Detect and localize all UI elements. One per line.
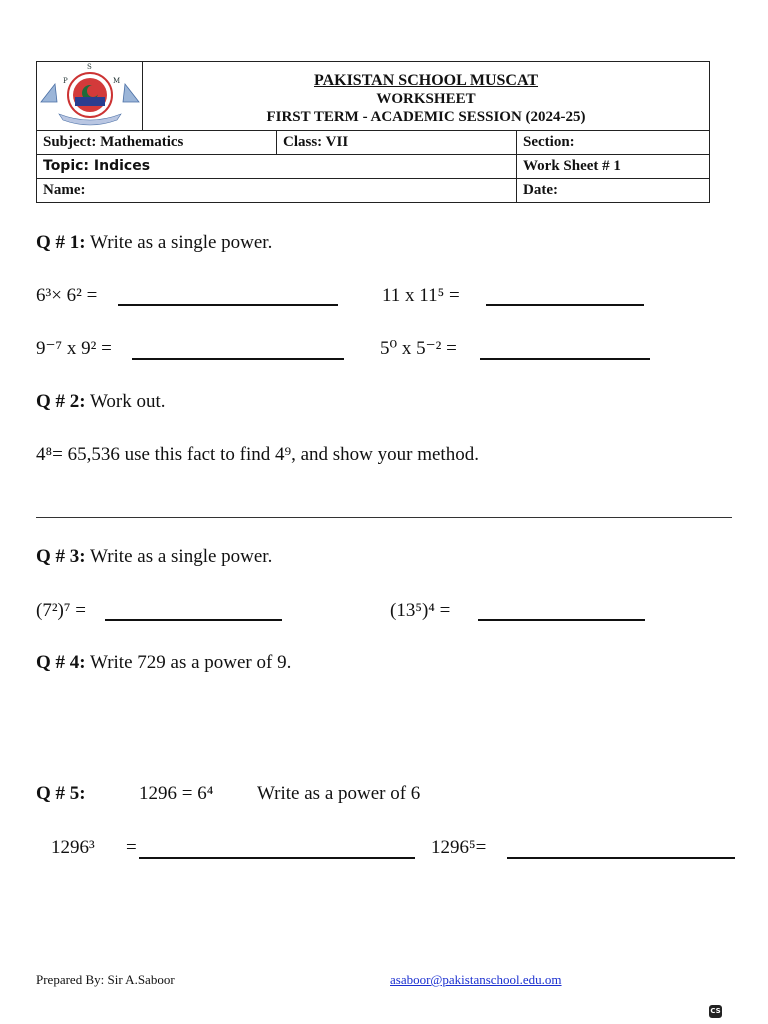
q1-item-1: 6³× 6² = xyxy=(36,285,98,306)
q3-item-2: (13⁵)⁴ = xyxy=(390,600,451,621)
col-divider-class xyxy=(276,130,277,154)
col-divider-section xyxy=(516,130,517,202)
question-1 xyxy=(36,231,272,255)
q1-answer-line-1[interactable] xyxy=(118,304,338,306)
class-cell: Class: VII xyxy=(283,134,349,150)
subject-cell: Subject: Mathematics xyxy=(43,134,184,150)
question-5-instruction: Write as a power of 6 xyxy=(257,783,421,804)
school-logo xyxy=(37,62,143,130)
scanner-badge-icon: CS xyxy=(709,1005,722,1018)
question-3 xyxy=(36,545,272,569)
question-1-label: Q # 1: xyxy=(36,232,86,253)
question-4 xyxy=(36,651,291,675)
topic-cell: Topic: Indices xyxy=(43,158,151,174)
email-link[interactable]: asaboor@pakistanschool.edu.om xyxy=(390,972,562,987)
question-2-text: Work out. xyxy=(85,391,166,412)
question-5-label: Q # 5: xyxy=(36,783,86,804)
q1-answer-line-3[interactable] xyxy=(132,358,344,360)
email-link-wrap xyxy=(390,972,562,988)
q1-item-2: 11 x 11⁵ = xyxy=(382,285,460,306)
q3-item-1: (7²)⁷ = xyxy=(36,600,86,621)
q1-answer-line-4[interactable] xyxy=(480,358,650,360)
question-2-fact: 4⁸= 65,536 use this fact to find 4⁹, and show your method. xyxy=(36,444,479,465)
question-2 xyxy=(36,390,166,414)
question-4-label: Q # 4: xyxy=(36,652,86,673)
header-table xyxy=(36,61,710,203)
session-title: FIRST TERM - ACADEMIC SESSION (2024-25) xyxy=(266,109,586,125)
q5-item-1-equals: = xyxy=(126,837,137,858)
row-divider-3 xyxy=(37,178,709,179)
q1-answer-line-2[interactable] xyxy=(486,304,644,306)
logo-letter-p: P xyxy=(63,77,68,85)
q1-item-3: 9⁻⁷ x 9² = xyxy=(36,338,112,359)
prepared-by: Prepared By: Sir A.Saboor xyxy=(36,972,175,987)
question-2-label: Q # 2: xyxy=(36,391,86,412)
date-cell: Date: xyxy=(523,182,558,198)
doc-type: WORKSHEET xyxy=(376,91,476,107)
worksheet-number-cell: Work Sheet # 1 xyxy=(523,158,621,174)
q3-answer-line-2[interactable] xyxy=(478,619,645,621)
logo-letter-m: M xyxy=(113,77,121,85)
school-name: PAKISTAN SCHOOL MUSCAT xyxy=(313,72,539,89)
name-cell: Name: xyxy=(43,182,86,198)
q5-answer-line-2[interactable] xyxy=(507,857,735,859)
question-4-text: Write 729 as a power of 9. xyxy=(85,652,292,673)
q5-answer-line-1[interactable] xyxy=(139,857,415,859)
q5-item-1: 1296³ xyxy=(51,837,95,858)
section-cell: Section: xyxy=(523,134,575,150)
q5-item-2: 1296⁵= xyxy=(431,837,487,858)
header-titles xyxy=(143,62,709,126)
question-5-fact: 1296 = 6⁴ xyxy=(139,783,214,804)
logo-letter-s: S xyxy=(87,63,92,71)
question-1-text: Write as a single power. xyxy=(85,232,273,253)
question-3-text: Write as a single power. xyxy=(85,546,273,567)
question-3-label: Q # 3: xyxy=(36,546,86,567)
q3-answer-line-1[interactable] xyxy=(105,619,282,621)
q1-item-4: 5⁰ x 5⁻² = xyxy=(380,338,457,359)
q2-answer-line[interactable] xyxy=(36,517,732,518)
